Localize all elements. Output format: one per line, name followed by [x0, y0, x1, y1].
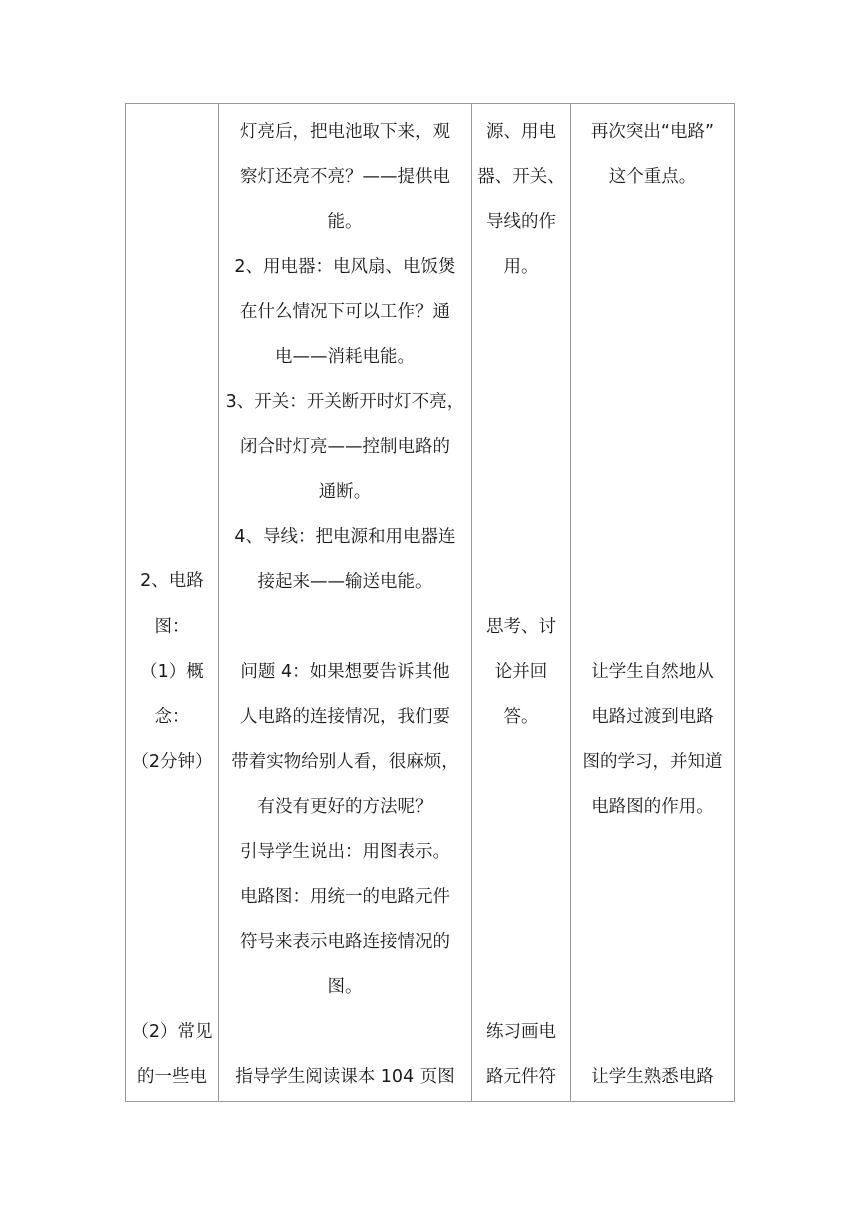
activity-text: 能。: [327, 212, 363, 232]
student-text: 导线的作: [486, 212, 556, 232]
activity-text: 有没有更好的方法呢？: [257, 797, 433, 817]
activity-text: 闭合时灯亮——控制电路的: [240, 437, 450, 457]
intent-text: 电路过渡到电路: [591, 707, 714, 727]
section-column: [126, 104, 219, 1101]
student-text: 路元件符: [486, 1067, 556, 1087]
teacher-activity-column: [219, 104, 472, 1101]
section-text: （2）常见: [131, 1022, 213, 1042]
activity-text: 人电路的连接情况，我们要: [240, 707, 450, 727]
section-text: 图：: [154, 617, 190, 637]
activity-text: 图。: [327, 977, 363, 997]
section-text: 的一些电: [137, 1067, 207, 1087]
student-text: 练习画电: [486, 1022, 556, 1042]
activity-text: 符号来表示电路连接情况的: [240, 932, 450, 952]
activity-text: 引导学生说出：用图表示。: [240, 842, 450, 862]
activity-text: 察灯还亮不亮？——提供电: [240, 167, 450, 187]
activity-text: 带着实物给别人看，很麻烦，: [231, 752, 459, 772]
student-text: 源、用电: [486, 122, 556, 142]
activity-text: 灯亮后，把电池取下来，观: [240, 122, 450, 142]
student-text: 答。: [503, 707, 539, 727]
student-activity-column: [472, 104, 571, 1101]
student-text: 思考、讨: [486, 617, 556, 637]
intent-text: 图的学习，并知道: [582, 752, 723, 772]
activity-text: 在什么情况下可以工作？通: [240, 302, 450, 322]
intent-text: 让学生熟悉电路: [591, 1067, 714, 1087]
activity-text: 电——消耗电能。: [275, 347, 415, 367]
student-text: 论并回: [494, 662, 548, 682]
intent-text: 再次突出“电路”: [590, 122, 715, 142]
intent-text: 让学生自然地从: [591, 662, 714, 682]
section-text: 2、电路: [140, 571, 204, 591]
activity-text: 3、开关：开关断开时灯不亮，: [225, 392, 465, 412]
activity-text: 4、导线：把电源和用电器连: [234, 527, 456, 547]
activity-text: 2、用电器：电风扇、电饭煲: [234, 257, 456, 277]
intent-text: 这个重点。: [608, 167, 697, 187]
student-text: 用。: [503, 257, 539, 277]
student-text: 器、开关、: [477, 167, 565, 187]
section-text: （1）概: [140, 662, 204, 682]
lesson-plan-table: [125, 103, 735, 1102]
design-intent-column: [571, 104, 734, 1101]
section-text: 念：: [154, 707, 190, 727]
activity-text: 电路图：用统一的电路元件: [240, 887, 450, 907]
section-text: （2分钟）: [131, 752, 213, 772]
activity-text: 问题 4：如果想要告诉其他: [240, 662, 450, 682]
activity-text: 接起来——输送电能。: [257, 572, 433, 592]
activity-text: 通断。: [318, 482, 372, 502]
activity-text: 指导学生阅读课本 104 页图: [235, 1067, 455, 1087]
intent-text: 电路图的作用。: [591, 797, 714, 817]
